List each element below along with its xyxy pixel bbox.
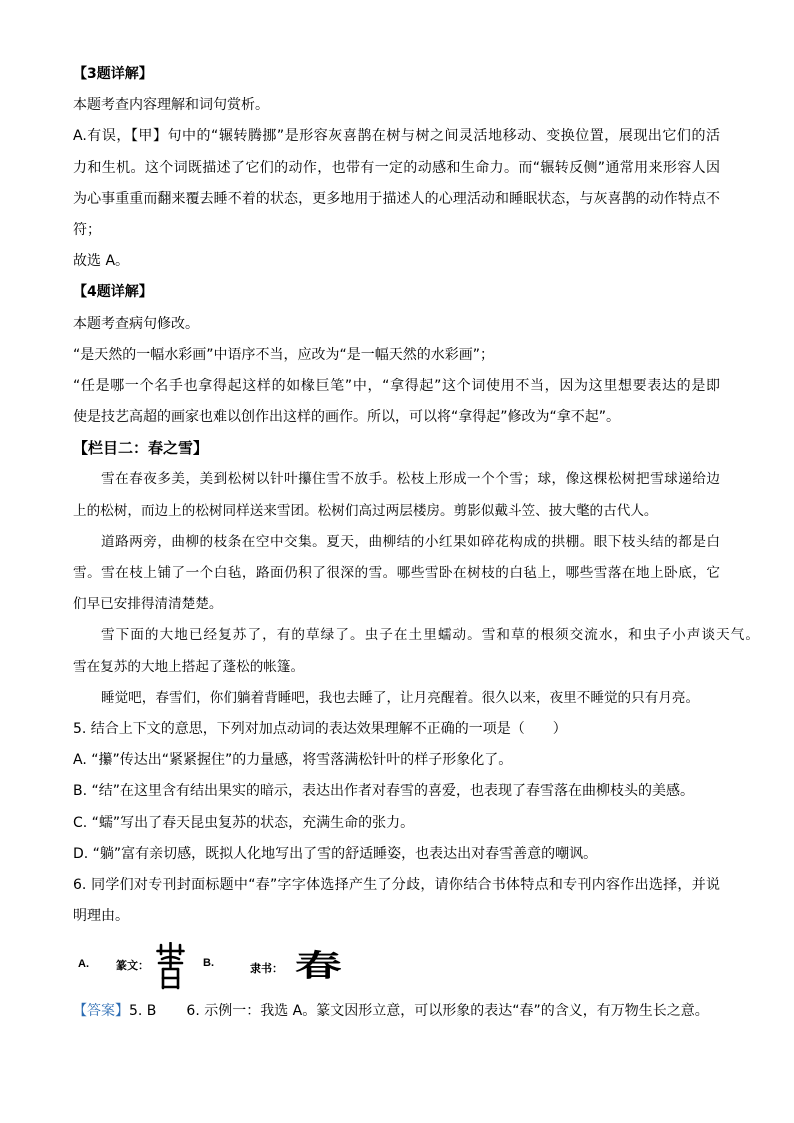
- question-5-option-b: B. “结”在这里含有结出果实的暗示，表达出作者对春雪的喜爱，也表现了春雪落在曲柳枝头的美感。: [73, 783, 695, 800]
- choice-b-caption: 隶书：: [250, 962, 283, 976]
- passage-line: 道路两旁，曲柳的枝条在空中交集。夏天，曲柳结的小红果如碎花构成的拱棚。眼下枝头结的都是白: [101, 533, 720, 550]
- passage-line: 上的松树，而边上的松树同样送来雪团。松树们高过两层楼房。剪影似戴斗笠、披大氅的古代人。: [73, 502, 658, 519]
- q3-detail-heading: 【3题详解】: [73, 66, 153, 82]
- passage-line: 睡觉吧，春雪们，你们躺着背睡吧，我也去睡了，让月亮醒着。很久以来，夜里不睡觉的只有月亮。: [101, 689, 700, 706]
- q4-detail-line: “是天然的一幅水彩画”中语序不当，应改为“是一幅天然的水彩画”；: [73, 346, 495, 363]
- answer-tag: 【答案】: [73, 1003, 129, 1020]
- choice-a-label: A.: [78, 958, 89, 971]
- document-body: [73, 59, 773, 1027]
- question-6-stem: 6. 同学们对专刊封面标题中“春”字字体选择产生了分歧，请你结合书体特点和专刊内容作出选择，并说: [73, 876, 720, 893]
- seal-script-chun-glyph: [155, 942, 186, 990]
- passage-line: 雪。雪在枝上铺了一个白毡，路面仍积了很深的雪。哪些雪卧在树枝的白毡上，哪些雪落在地上卧底，它: [73, 565, 720, 581]
- question-5-option-c: C. “蠕”写出了春天昆虫复苏的状态，充满生命的张力。: [73, 814, 415, 831]
- q3-detail-line: 故选 A。: [73, 253, 130, 270]
- column-heading: 【栏目二：春之雪】: [73, 439, 209, 458]
- answer-q6: 6. 示例一：我选 A。篆文因形立意，可以形象的表达“春”的含义，有万物生长之意。: [186, 1003, 709, 1020]
- clerical-script-chun-glyph: 春: [295, 949, 342, 985]
- q4-detail-heading: 【4题详解】: [73, 284, 153, 301]
- q3-detail-line: 符；: [73, 221, 101, 238]
- question-5-option-d: D. “躺”富有亲切感，既拟人化地写出了雪的舒适睡姿，也表达出对春雪善意的嘲讽。: [73, 845, 598, 862]
- question-5-option-a: A. “攥”传达出“紧紧握住”的力量感，将雪落满松针叶的样子形象化了。: [73, 752, 513, 769]
- q4-detail-line: 使是技艺高超的画家也难以创作出这样的画作。所以，可以将“拿得起”修改为“拿不起”。: [73, 409, 621, 426]
- answer-line: [73, 996, 773, 1027]
- choice-b-label: B.: [203, 957, 214, 970]
- passage-line: 雪在复苏的大地上搭起了蓬松的帐篷。: [73, 658, 305, 675]
- passage-line: 雪下面的大地已经复苏了，有的草绿了。虫子在土里蠕动。雪和草的根须交流水，和虫子小声谈天气。: [101, 627, 759, 644]
- question-5-stem: 5. 结合上下文的意思，下列对加点动词的表达效果理解不正确的一项是（ ）: [73, 720, 567, 737]
- q3-detail-line: A.有误，【甲】句中的“辗转腾挪”是形容灰喜鹊在树与树之间灵活地移动、变换位置，展现出它们的活: [73, 128, 720, 145]
- choice-a-caption: 篆文：: [116, 959, 149, 973]
- answer-q5: 5. B: [129, 1003, 157, 1020]
- passage-line: 雪在春夜多美，美到松树以针叶攥住雪不放手。松枝上形成一个个雪；球，像这棵松树把雪球递给边: [101, 471, 720, 488]
- q3-detail-line: 力和生机。这个词既描述了它们的动作，也带有一定的动感和生命力。而“辗转反侧”通常用来形容人因: [73, 159, 720, 176]
- question-6-stem: 明理由。: [73, 908, 129, 925]
- q3-detail-line: 本题考查内容理解和词句赏析。: [73, 97, 269, 114]
- q3-detail-line: 为心事重重而翻来覆去睡不着的状态，更多地用于描述人的心理活动和睡眠状态，与灰喜鹊的动作特点不: [73, 190, 720, 207]
- passage-line: 们早已安排得清清楚楚。: [73, 596, 223, 613]
- q4-detail-line: 本题考查病句修改。: [73, 315, 199, 332]
- question-6-choices: [73, 932, 720, 996]
- q4-detail-line: “任是哪一个名手也拿得起这样的如椽巨笔”中，“拿得起”这个词使用不当，因为这里想要表达的是即: [73, 377, 720, 394]
